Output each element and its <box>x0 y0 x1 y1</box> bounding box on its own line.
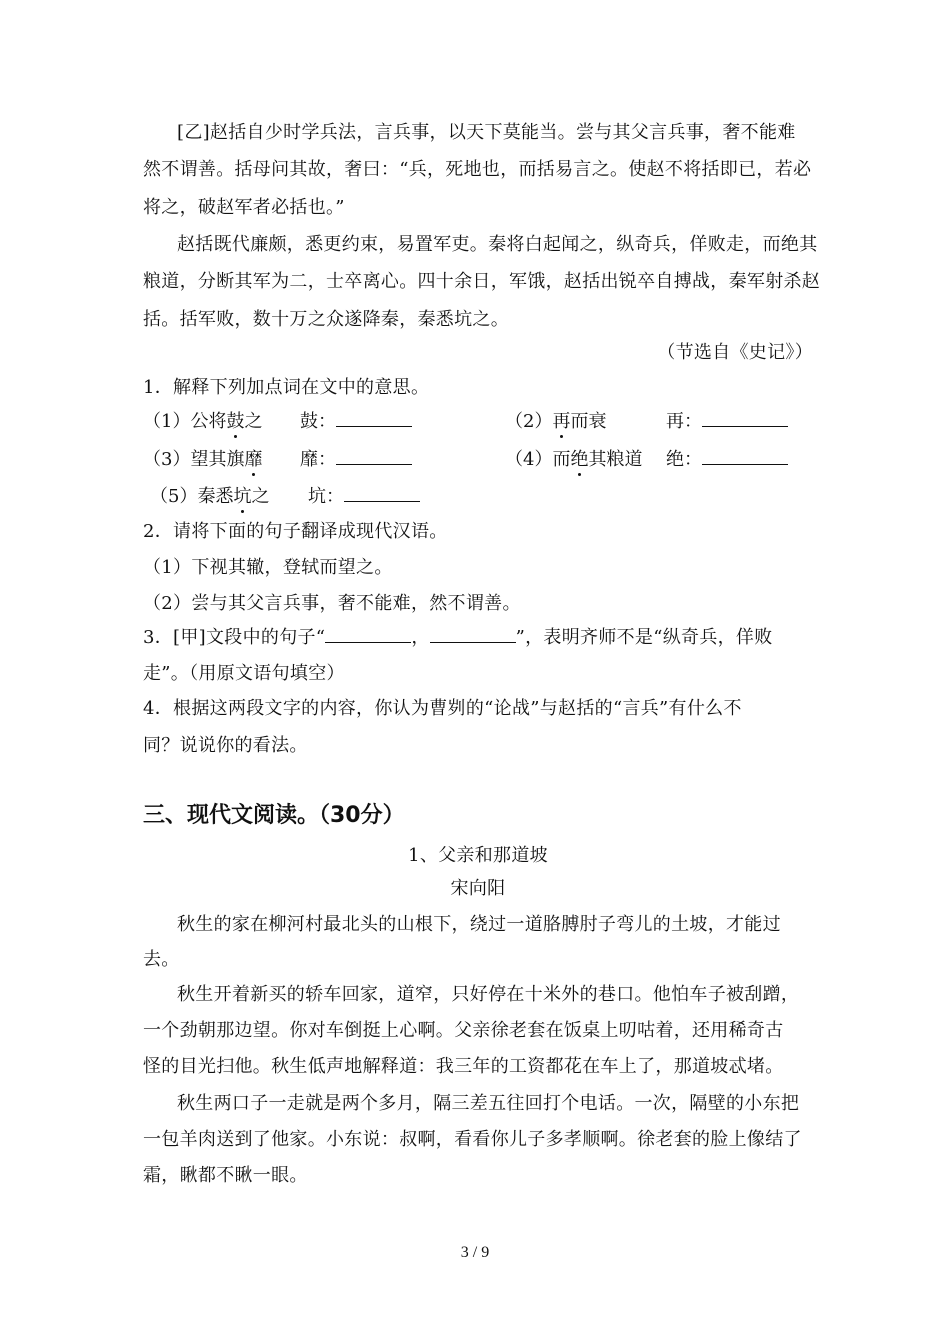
passage-yi-line-3: 将之，破赵军者必括也。” <box>143 197 345 218</box>
q3-line-2: 走”。（用原文语句填空） <box>143 663 345 684</box>
q4-line-2: 同？说说你的看法。 <box>143 735 308 756</box>
q1-item-1-answer: 鼓： <box>300 410 412 434</box>
q1-item-5-blank[interactable] <box>344 485 420 502</box>
q2-title: 2．请将下面的句子翻译成现代汉语。 <box>143 521 448 542</box>
article-paragraph-line: 秋生两口子一走就是两个多月，隔三差五往回打个电话。一次，隔壁的小东把 <box>177 1093 800 1114</box>
passage-yi-line-6: 括。括军败，数十万之众遂降秦，秦悉坑之。 <box>143 309 509 330</box>
article-paragraph-line: 一包羊肉送到了他家。小东说：叔啊，看看你儿子多孝顺啊。徐老套的脸上像结了 <box>143 1129 802 1150</box>
q1-item-3-answer: 靡： <box>300 448 412 472</box>
q1-item-1: （1）公将鼓之 <box>143 411 263 432</box>
q2-sentence-1: （1）下视其辙，登轼而望之。 <box>143 557 393 578</box>
passage-yi-line-2: 然不谓善。括母问其故，奢曰：“兵，死地也，而括易言之。使赵不将括即已，若必 <box>143 159 812 180</box>
q1-item-2: （2）再而衰 <box>505 411 607 432</box>
q1-item-4-answer: 绝： <box>666 448 788 472</box>
section-3-heading: 三、现代文阅读。（30分） <box>143 803 405 828</box>
q1-item-3-dotted-word: 靡 <box>244 449 263 470</box>
article-paragraph-line: 去。 <box>143 949 180 970</box>
article-title: 1、父亲和那道坡 <box>408 845 548 866</box>
passage-yi-line-5: 粮道，分断其军为二，士卒离心。四十余日，军饿，赵括出锐卒自搏战，秦军射杀赵 <box>143 271 821 292</box>
q1-item-1-dotted-word: 鼓 <box>226 411 245 432</box>
q1-item-2-blank[interactable] <box>702 410 788 427</box>
q1-item-5: （5）秦悉坑之 <box>150 486 270 507</box>
passage-yi-line-1: [乙]赵括自少时学兵法，言兵事，以天下莫能当。尝与其父言兵事，奢不能难 <box>177 122 796 143</box>
q1-item-3-blank[interactable] <box>336 448 412 465</box>
article-paragraph-line: 一个劲朝那边望。你对车倒挺上心啊。父亲徐老套在饭桌上叨咕着，还用稀奇古 <box>143 1020 784 1041</box>
q3-blank-2[interactable] <box>430 626 516 643</box>
q1-item-3: （3）望其旗靡 <box>143 449 263 470</box>
article-paragraph-line: 怪的目光扫他。秋生低声地解释道：我三年的工资都花在车上了，那道坡忒堵。 <box>143 1056 784 1077</box>
article-author: 宋向阳 <box>450 878 506 899</box>
q1-item-2-answer: 再： <box>666 410 788 434</box>
q2-sentence-2: （2）尝与其父言兵事，奢不能难，然不谓善。 <box>143 593 521 614</box>
article-paragraph-line: 秋生的家在柳河村最北头的山根下，绕过一道胳膊肘子弯儿的土坡，才能过 <box>177 914 781 935</box>
q4-line-1: 4．根据这两段文字的内容，你认为曹刿的“论战”与赵括的“言兵”有什么不 <box>143 698 742 719</box>
article-paragraph-line: 霜，瞅都不瞅一眼。 <box>143 1165 308 1186</box>
q1-item-2-dotted-word: 再 <box>552 411 571 432</box>
q1-item-4-blank[interactable] <box>702 448 788 465</box>
q1-item-4-dotted-word: 绝 <box>570 449 589 470</box>
passage-source: （节选自《史记》） <box>657 342 813 363</box>
q1-item-1-blank[interactable] <box>336 410 412 427</box>
q1-item-4: （4）而绝其粮道 <box>505 449 643 470</box>
passage-yi-line-4: 赵括既代廉颇，悉更约束，易置军吏。秦将白起闻之，纵奇兵，佯败走，而绝其 <box>177 234 818 255</box>
page-number: 3 / 9 <box>460 1244 490 1261</box>
q3-blank-1[interactable] <box>325 626 411 643</box>
article-paragraph-line: 秋生开着新买的轿车回家，道窄，只好停在十米外的巷口。他怕车子被刮蹭， <box>177 984 800 1005</box>
q1-title: 1．解释下列加点词在文中的意思。 <box>143 377 430 398</box>
q1-item-5-answer: 坑： <box>308 485 420 509</box>
q3-line-1: 3．[甲]文段中的句子“ ， ”，表明齐师不是“纵奇兵，佯败 <box>143 627 773 648</box>
q1-item-5-dotted-word: 坑 <box>233 486 252 507</box>
